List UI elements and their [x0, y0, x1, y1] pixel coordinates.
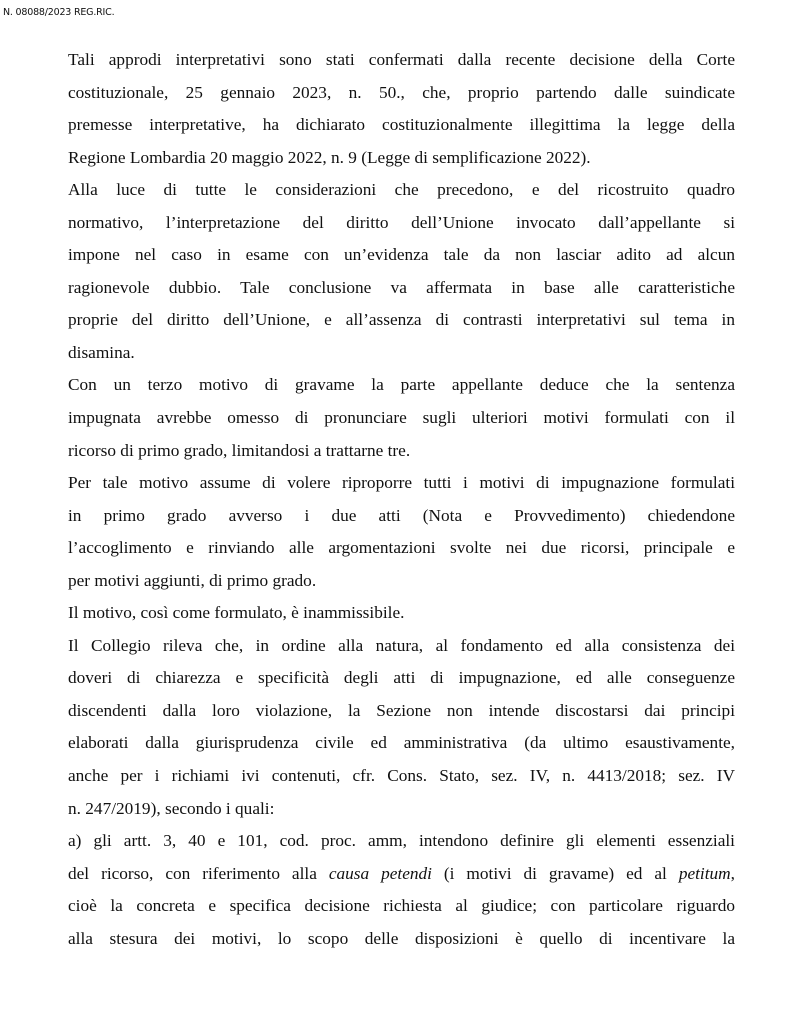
text-line: per motivi aggiunti, di primo grado. — [68, 570, 317, 590]
paragraph-terzo-motivo — [68, 369, 735, 467]
text-line: disamina. — [68, 342, 135, 362]
text-line: Il Collegio rileva che, in ordine alla natura, al fondamento ed alla consistenza dei — [68, 635, 735, 655]
paragraph-riproposizione-motivi — [68, 467, 735, 597]
text-segment: (i motivi di gravame) ed al — [431, 863, 679, 883]
text-line: anche per i richiami ivi contenuti, cfr. Cons. Stato, sez. IV, n. 4413/2018; sez. IV — [68, 766, 735, 786]
paragraph-inammissibile — [68, 597, 735, 630]
text-line: a) gli artt. 3, 40 e 101, cod. proc. amm, intendono definire gli elementi essenziali — [68, 831, 735, 851]
text-line: normativo, l’interpretazione del diritto dell’Unione invocato dall’appellante si — [68, 212, 735, 232]
text-line: premesse interpretative, ha dichiarato costituzionalmente illegittima la legge della — [68, 115, 735, 135]
text-line: n. 247/2019), secondo i quali: — [68, 798, 275, 818]
text-line: doveri di chiarezza e specificità degli atti di impugnazione, ed alle conseguenze — [68, 668, 735, 688]
text-line: discendenti dalla loro violazione, la Sezione non intende discostarsi dai principi — [68, 700, 735, 720]
text-line: costituzionale, 25 gennaio 2023, n. 50., che, proprio partendo dalle suindicate — [68, 82, 735, 102]
text-segment: , — [730, 863, 735, 883]
text-line: alla stesura dei motivi, lo scopo delle disposizioni è quello di incentivare la — [68, 928, 735, 948]
italic-term-causa-petendi: causa petendi — [328, 863, 432, 883]
paragraph-corte-costituzionale — [68, 44, 735, 174]
text-line: Per tale motivo assume di volere riproporre tutti i motivi di impugnazione formulati — [68, 473, 735, 493]
text-line: cioè la concreta e specifica decisione richiesta al giudice; con particolare riguardo — [68, 896, 735, 916]
text-line: ricorso di primo grado, limitandosi a trattarne tre. — [68, 440, 411, 460]
text-line: Con un terzo motivo di gravame la parte appellante deduce che la sentenza — [68, 375, 735, 395]
text-line: impugnata avrebbe omesso di pronunciare sugli ulteriori motivi formulati con il — [68, 408, 735, 428]
text-line: proprie del diritto dell’Unione, e all’assenza di contrasti interpretativi sul tema in — [68, 310, 735, 330]
italic-term-petitum: petitum — [678, 863, 731, 883]
document-reference-header: N. 08088/2023 REG.RIC. — [3, 7, 115, 18]
text-line: ragionevole dubbio. Tale conclusione va affermata in base alle caratteristiche — [68, 277, 735, 297]
text-line: in primo grado avverso i due atti (Nota e Provvedimento) chiedendone — [68, 505, 735, 525]
paragraph-collegio-rileva — [68, 630, 735, 825]
text-line: elaborati dalla giurisprudenza civile ed amministrativa (da ultimo esaustivamente, — [68, 733, 735, 753]
paragraph-point-a — [68, 825, 735, 955]
text-line: l’accoglimento e rinviando alle argomentazioni svolte nei due ricorsi, principale e — [68, 538, 735, 558]
text-line-with-italics — [68, 858, 735, 891]
text-segment: del ricorso, con riferimento alla — [68, 863, 329, 883]
paragraph-considerazioni — [68, 174, 735, 369]
text-line: impone nel caso in esame con un’evidenza tale da non lasciar adito ad alcun — [68, 245, 735, 265]
text-line: Alla luce di tutte le considerazioni che precedono, e del ricostruito quadro — [68, 180, 735, 200]
document-body — [68, 44, 735, 955]
text-line: Regione Lombardia 20 maggio 2022, n. 9 (Legge di semplificazione 2022). — [68, 147, 591, 167]
text-line: Tali approdi interpretativi sono stati confermati dalla recente decisione della Corte — [68, 50, 735, 69]
text-line: Il motivo, così come formulato, è inammissibile. — [68, 603, 405, 623]
